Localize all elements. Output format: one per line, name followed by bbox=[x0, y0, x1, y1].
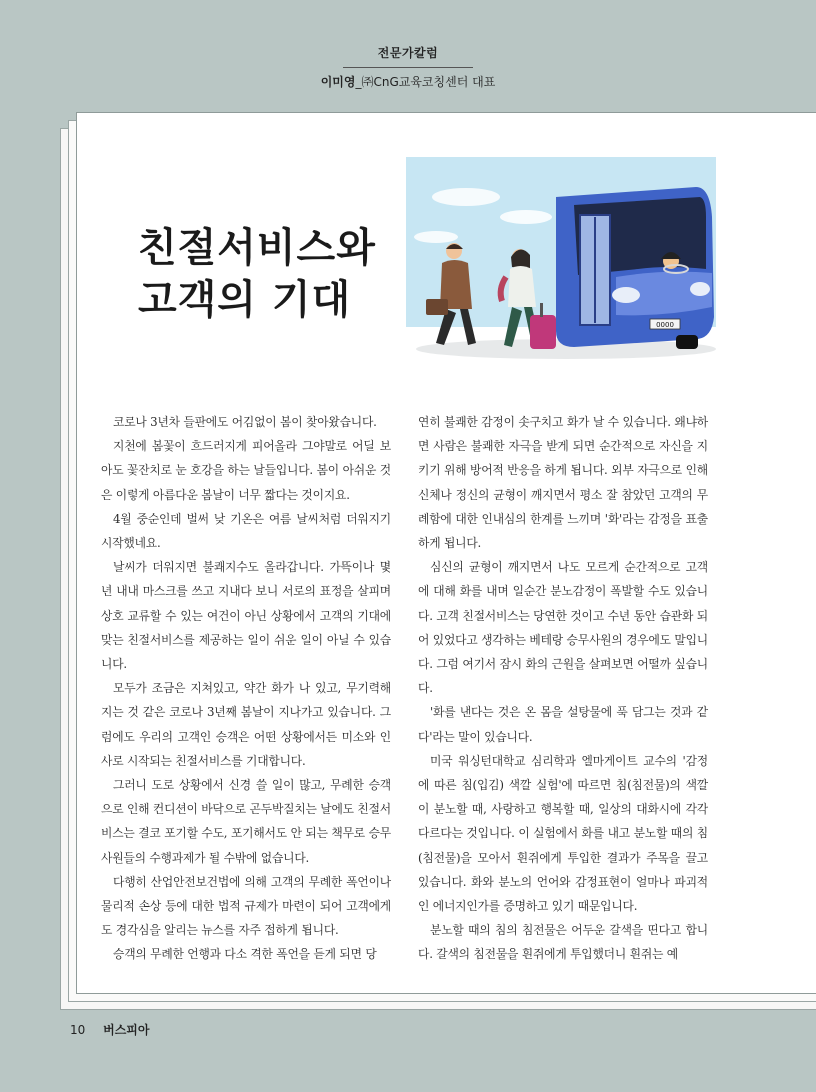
column-header bbox=[0, 44, 816, 90]
page-footer bbox=[70, 1021, 149, 1038]
bus-wheel bbox=[676, 335, 698, 349]
paragraph: 날씨가 더워지면 불쾌지수도 올라갑니다. 가뜩이나 몇년 내내 마스크를 쓰고 지내다 보니 서로의 표정을 살피며 상호 교류할 수 있는 여건이 아닌 상황에서 고객의 기대에 맞는 친절서비스를 제공하는 일이 쉬운 일이 아닐 수 있습니다. bbox=[101, 560, 391, 672]
paragraph: 지천에 봄꽃이 흐드러지게 피어올라 그야말로 어딜 보아도 꽃잔치로 눈 호강을 하는 날들입니다. 봄이 아쉬운 것은 이렇게 아름다운 봄날이 너무 짧다는 것이지요. bbox=[101, 439, 391, 502]
article-title bbox=[138, 222, 376, 326]
bus-boarding-illustration bbox=[406, 157, 716, 363]
bus bbox=[556, 187, 714, 349]
article-body-right bbox=[418, 410, 708, 967]
paragraph: 코로나 3년차 들판에도 어김없이 봄이 찾아왔습니다. bbox=[113, 415, 377, 429]
title-line-2: 고객의 기대 bbox=[138, 277, 352, 323]
paragraph: 다행히 산업안전보건법에 의해 고객의 무례한 폭언이나 물리적 손상 등에 대한 법적 규제가 마련이 되어 고객에게도 경각심을 알리는 뉴스를 자주 접하게 됩니다. bbox=[101, 874, 391, 938]
paragraph: 분노할 때의 침의 침전물은 어두운 갈색을 띤다고 합니다. 갈색의 침전물을 흰쥐에게 투입했더니 흰쥐는 예 bbox=[418, 923, 708, 962]
article-body-left bbox=[101, 410, 391, 967]
author-line bbox=[0, 73, 816, 90]
title-line-1: 친절서비스와 bbox=[138, 225, 376, 271]
section-label: 전문가칼럼 bbox=[377, 46, 439, 60]
paragraph: 그러니 도로 상황에서 신경 쓸 일이 많고, 무례한 승객으로 인해 컨디션이 바닥으로 곤두박질치는 날에도 친절서비스는 결코 포기할 수도, 포기해서도 안 되는 책무로 승무사원들의 수행과제가 될 수밖에 없습니다. bbox=[101, 778, 392, 865]
paragraph: 모두가 조금은 지쳐있고, 약간 화가 나 있고, 무기력해지는 것 같은 코로나 3년째 봄날이 지나가고 있습니다. 그럼에도 우리의 고객인 승객은 어떤 상황에서든 미소와 인사로 시작되는 친절서비스를 기대합니다. bbox=[101, 681, 391, 768]
bus-headlight-right bbox=[690, 282, 710, 296]
header-rule bbox=[343, 67, 473, 68]
paragraph: 승객의 무례한 언행과 다소 격한 폭언을 듣게 되면 당 bbox=[113, 947, 377, 962]
magazine-name: 버스피아 bbox=[103, 1023, 150, 1037]
paragraph: 4월 중순인데 벌써 낮 기온은 여름 날씨처럼 더워지기 시작했네요. bbox=[101, 511, 391, 551]
bus-headlight-left bbox=[612, 287, 640, 303]
plate-number: 0000 bbox=[656, 321, 674, 329]
author-name: 이미영 bbox=[320, 75, 356, 89]
paragraph: 연히 불쾌한 감정이 솟구치고 화가 날 수 있습니다. 왜냐하면 사람은 불쾌한 자극을 받게 되면 순간적으로 자신을 지키기 위해 방어적 반응을 하게 됩니다. 외부 자극으로 인해 신체나 정신의 균형이 깨지면서 평소 잘 참았던 고객의 무례함에 대한 인내심의 한계를 느끼며 '화'라는 감정을 표출하게 됩니다. bbox=[418, 415, 708, 551]
paragraph: 심신의 균형이 깨지면서 나도 모르게 순간적으로 고객에 대해 화를 내며 일순간 분노감정이 폭발할 수도 있습니다. 고객 친절서비스는 당연한 것이고 수년 동안 습관화 되어 있었다고 생각하는 베테랑 승무사원의 경우에도 말입니다. 그럼 여기서 잠시 화의 근원을 살펴보면 어떨까 싶습니다. bbox=[418, 560, 709, 696]
paragraph: 미국 워싱턴대학교 심리학과 엘마게이트 교수의 '감정에 따른 침(입김) 색깔 실험'에 따르면 침(침전물)의 색깔이 분노할 때, 사랑하고 행복할 때, 일상의 대화시에 각각 다르다는 것입니다. 이 실험에서 화를 내고 분노할 때의 침(침전물)을 모아서 흰쥐에게 투입한 결과가 주목을 끌고 있습니다. 화와 분노의 언어와 감정표현이 얼마나 파괴적인 에너지인가를 증명하고 있기 때문입니다. bbox=[418, 753, 708, 914]
author-affiliation: _㈜CnG교육코칭센터 대표 bbox=[355, 75, 496, 89]
paragraph: '화를 낸다는 것은 온 몸을 설탕물에 푹 담그는 것과 같다'라는 말이 있습니다. bbox=[418, 705, 708, 744]
page-number: 10 bbox=[70, 1023, 86, 1037]
